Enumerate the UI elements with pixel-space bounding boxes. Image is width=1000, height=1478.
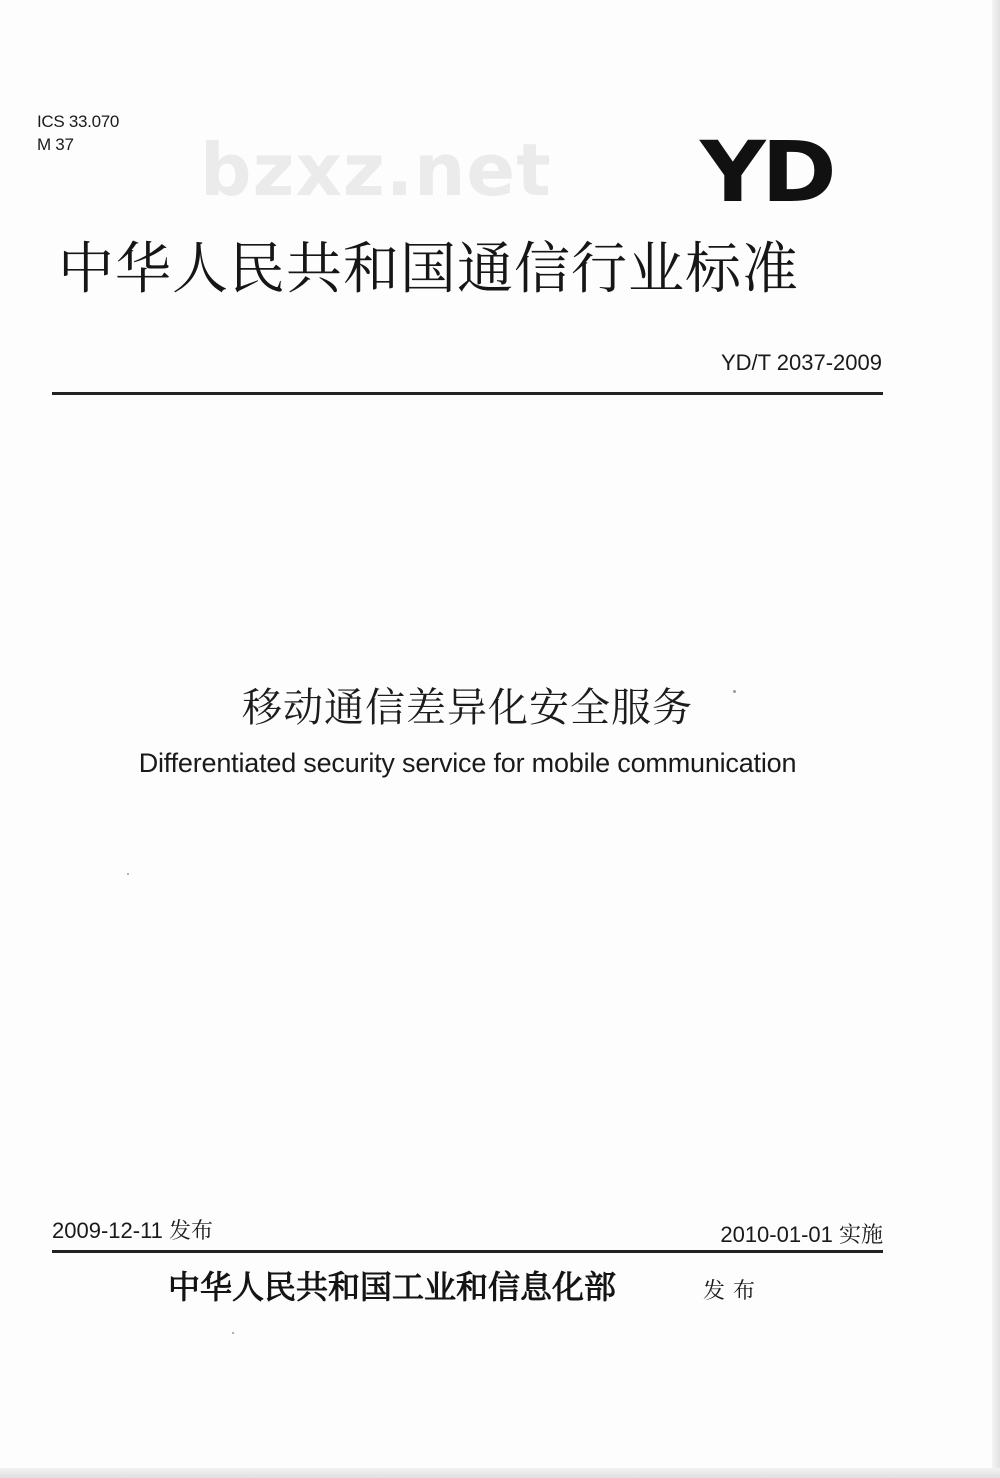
page-edge-right [992, 0, 1000, 1478]
implement-date: 2010-01-01 实施 [720, 1222, 883, 1247]
scan-speck [127, 873, 129, 875]
standard-number: YD/T 2037-2009 [720, 350, 882, 375]
page-edge-bottom [0, 1468, 1000, 1478]
scan-speck [232, 1332, 234, 1334]
ics-block [37, 110, 119, 156]
ics-code: ICS 33.070 [37, 112, 120, 131]
watermark: bzxz.net [200, 128, 552, 212]
issuer-action: 发布 [703, 1279, 764, 1304]
main-title: 中华人民共和国通信行业标准 [58, 237, 799, 302]
scan-speck [733, 690, 736, 693]
yd-logo: YD [700, 123, 833, 221]
bottom-divider [52, 1250, 883, 1253]
document-title-english: Differentiated security service for mobile communication [138, 748, 797, 778]
top-divider [52, 392, 883, 395]
publish-date: 2009-12-11 发布 [52, 1218, 214, 1243]
document-title-chinese: 移动通信差异化安全服务 [242, 685, 693, 731]
issuer-name: 中华人民共和国工业和信息化部 [168, 1268, 617, 1306]
classification-code: M 37 [37, 135, 74, 154]
